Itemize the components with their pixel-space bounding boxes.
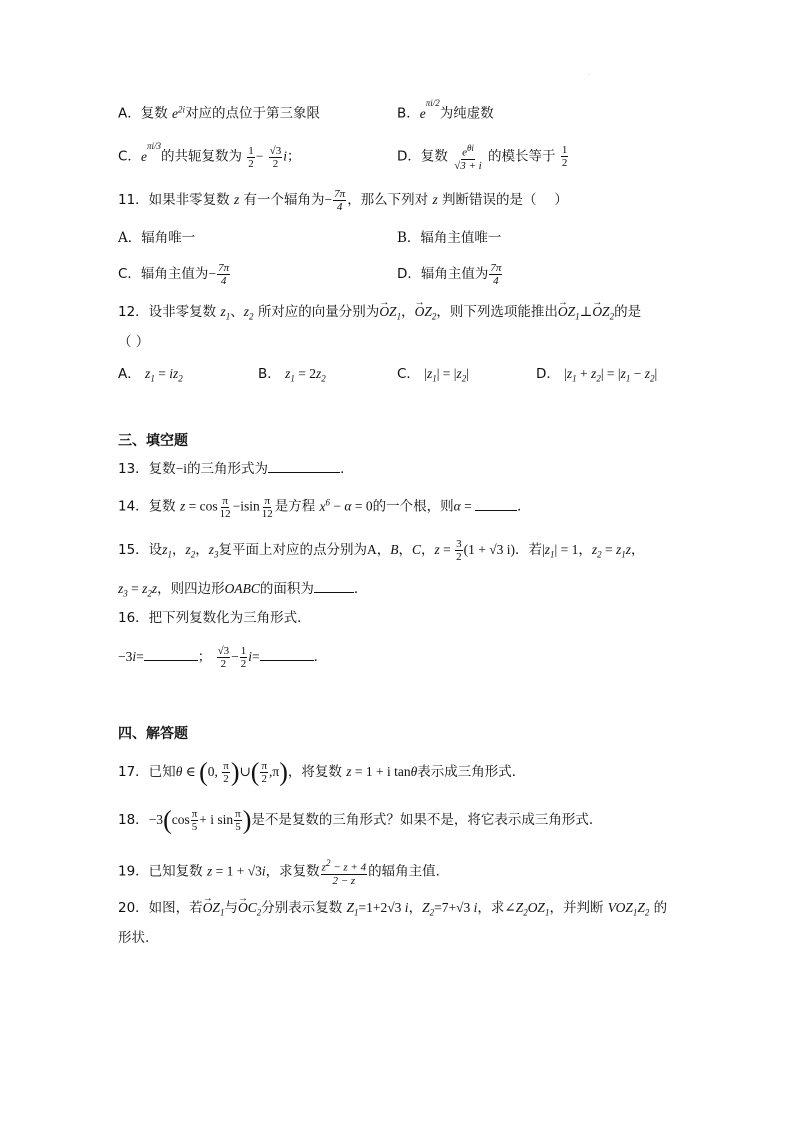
q11-option-b: B．辐角主值唯一 [397,230,502,246]
q16-items: −3i= ； $\frac{√3}{2}$ − $\frac{1}{2}$ i= ． [118,645,328,670]
q15-line2: $z_3 = z_2z$，则四边形OABC的面积为 ． [118,578,367,604]
q10-option-a: A．复数 $e^{2i}$对应的点位于第三象限 [118,104,321,122]
q10-option-c: C．$e^{\pi i/3}$的共轭复数为 $\frac{1}{2}$ − $\frac{√3}{2}$ i； [118,141,301,170]
q11-option-a: A．辐角唯一 [118,230,196,246]
q12-answer-paren: （ ） [118,334,150,350]
page-mark: · [588,72,590,79]
q11-option-c: C．辐角主值为− $\frac{7\pi}{4}$ [118,262,230,287]
q13: 13．复数−i的三角形式为 ． [118,458,354,479]
q16-stem: 16．把下列复数化为三角形式． [118,610,311,626]
q10-option-d: D．复数 $\frac{e^{\theta i}}{√3 + i}$ 的模长等于 $\frac{1}{2}$ [397,143,568,172]
q15-line1: 15．设$z_1$，$z_2$，$z_3$复平面上对应的点分别为A，B，C，z = $\frac{3}{2}$ (1 + √3 i)．若$|z_1| = 1$，$z_2 = z_1z$， [118,538,645,563]
section-fill-in-heading: 三、填空题 [118,433,188,449]
q12-option-d: D． $|z_1 + z_2| = |z_1 - z_2|$ [536,366,658,384]
q20-line2: 形状. [118,930,150,946]
q10-option-b: B．$e^{\pi i/2}$为纯虚数 [397,98,494,122]
q14: 14．复数 z = cos $\frac{\pi}{12}$ −isin $\frac{\pi}{12}$ 是方程 $x^6 - \alpha = 0$的一个根，则α = ． [118,494,531,520]
q20-line1: 20．如图，若→ $OZ_1$与→ $OC_2$分别表示复数 $Z_1=1+2√3$ i，$Z_2=7+√3$ i，求$\angle Z_2OZ_1$，并判断 $VOZ_1Z_2$ 的 [118,898,667,923]
q12-option-b: B． $z_1 = 2z_2$ [258,366,326,384]
q11-option-d: D．辐角主值为 $\frac{7\pi}{4}$ [397,262,502,287]
section-answer-heading: 四、解答题 [118,726,188,742]
q17: 17．已知θ ∈ (0, $\frac{\pi}{2}$ )∪( $\frac{\pi}{2}$ ,π)，将复数 z = 1 + i tanθ表示成三角形式． [118,757,526,787]
q11-stem: 11．如果非零复数 z 有一个辐角为− $\frac{7\pi}{4}$ ，那么下列对 z 判断错误的是（ ） [118,188,568,213]
q18: 18．−3(cos $\frac{\pi}{5}$ + i sin $\frac{\pi}{5}$ )是不是复数的三角形式？如果不是，将它表示成三角形式． [118,805,603,835]
q12-option-c: C． $|z_1| = |z_2|$ [397,366,469,384]
q12-stem: 12．设非零复数 $z_1$、$z_2$ 所对应的向量分别为→ $OZ_1$，→ $OZ_2$，则下列选项能推出→ $OZ_1\perp\to OZ_2$的是 [118,302,641,327]
q19: 19．已知复数 z = 1 + √3i，求复数 $\frac{z^2 - z + 4}{2 - z}$ 的辐角主值. [118,858,440,887]
q12-option-a: A． $z_1 = iz_2$ [118,366,183,384]
